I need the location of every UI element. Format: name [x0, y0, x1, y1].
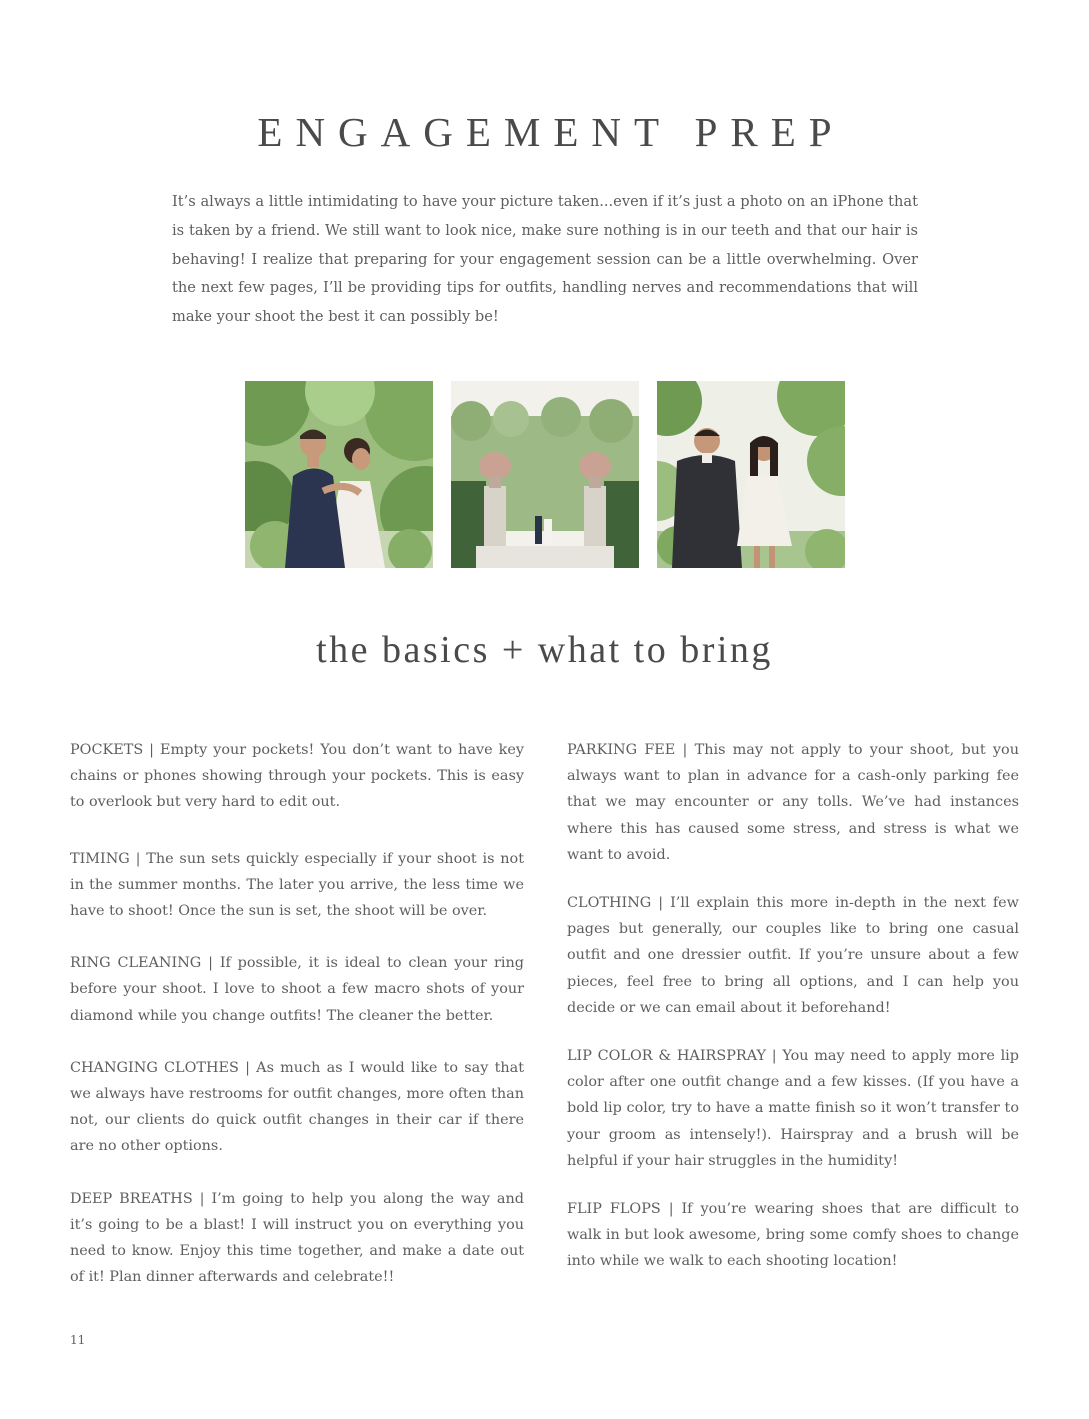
tip-changing-clothes [70, 1055, 524, 1160]
tip-label: LIP COLOR & HAIRSPRAY | [567, 1048, 783, 1065]
tip-text: I’m going to help you along the way and it’s going to be a blast! I will instruct you on everything you need to know. Enjoy this time together, and make a date out of it! Plan dinner afterwards and celebrate!! [70, 1190, 524, 1286]
left-column [70, 737, 524, 1290]
tip-text: If you’re wearing shoes that are difficult to walk in but look awesome, bring some comfy shoes to change into while we walk to each shooting location! [567, 1201, 1019, 1270]
tip-parking-fee [567, 737, 1019, 868]
tip-timing [70, 846, 524, 925]
section-heading: the basics + what to bring [316, 629, 773, 671]
tip-text: Empty your pockets! You don’t want to have key chains or phones showing through your pockets. This is easy to overlook but very hard to edit out. [70, 742, 525, 811]
page-title: ENGAGEMENT PREP [257, 109, 845, 155]
tip-text: The sun sets quickly especially if your shoot is not in the summer months. The later you arrive, the less time we have to shoot! Once the sun is set, the shoot will be over. [70, 850, 524, 920]
tip-text: As much as I would like to say that we always have restrooms for outfit changes, more often than not, our clients do quick outfit changes in their car if there are no other options. [70, 1059, 524, 1155]
tip-ring-cleaning [70, 950, 524, 1029]
tip-label: RING CLEANING | [70, 955, 220, 972]
tip-label: FLIP FLOPS | [567, 1201, 682, 1218]
couple-walking-photo [657, 381, 845, 568]
tip-text: You may need to apply more lip color after one outfit change and a few kisses. (If you have a bold lip color, try to have a matte finish so it won’t transfer to your groom as intensely!). Hairspray and a brush will be helpful if your hair struggles in the humidity! [567, 1048, 1019, 1169]
tip-label: PARKING FEE | [567, 742, 695, 758]
intro-paragraph: It’s always a little intimidating to have your picture taken...even if it’s just a photo on an iPhone that is taken by a friend. We still want to look nice, make sure nothing is in our teeth and that our hair is behaving! I realize that preparing for your engagement session can be a little overwhelming. Over the next few pages, I’ll be providing tips for outfits, handling nerves and recommendations that will make your shoot the best it can possibly be! [172, 193, 918, 326]
tip-deep-breaths [70, 1186, 524, 1291]
tip-label: POCKETS | [70, 742, 160, 758]
tip-text: This may not apply to your shoot, but you always want to plan in advance for a cash-only parking fee that we may encounter or any tolls. We’ve had instances where this has caused some stress, and stress is what we want to avoid. [567, 742, 1019, 863]
tip-lip-color-hairspray [567, 1043, 1019, 1174]
tip-label: DEEP BREATHS | [70, 1190, 212, 1207]
tip-label: TIMING | [70, 850, 147, 867]
right-column [567, 737, 1019, 1275]
garden-gate-photo [451, 381, 639, 568]
couple-embrace-photo [245, 381, 433, 568]
tip-clothing [567, 890, 1019, 1021]
tip-text: I’ll explain this more in-depth in the next few pages but generally, our couples like to bring one casual outfit and one dressier outfit. If you’re unsure about a few pieces, feel free to bring all options, and I can help you decide or we can email about it beforehand! [567, 895, 1019, 1016]
tip-label: CHANGING CLOTHES | [70, 1059, 257, 1076]
tip-pockets [70, 737, 524, 816]
tip-label: CLOTHING | [567, 895, 671, 912]
tip-flip-flops [567, 1196, 1019, 1275]
page-number: 11 [70, 1333, 86, 1347]
tip-text: If possible, it is ideal to clean your ring before your shoot. I love to shoot a few macro shots of your diamond while you change outfits! The cleaner the better. [70, 955, 524, 1024]
